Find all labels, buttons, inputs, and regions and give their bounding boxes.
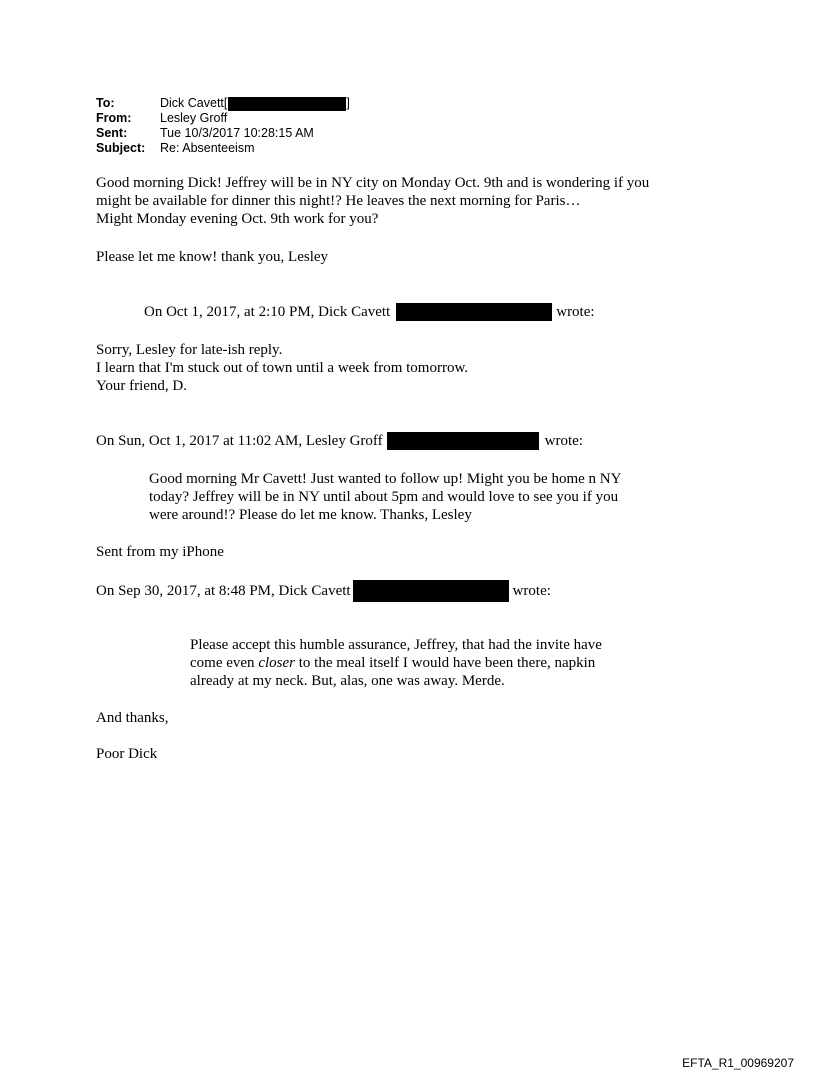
sent-row <box>96 126 350 141</box>
quote-header-1: On Oct 1, 2017, at 2:10 PM, Dick Cavett wrote: <box>144 304 595 320</box>
paragraph-sent-from-iphone: Sent from my iPhone <box>96 544 224 560</box>
redaction-box <box>396 303 552 321</box>
quote-header-3: On Sep 30, 2017, at 8:48 PM, Dick Cavett wrote: <box>96 580 551 602</box>
sent-label: Sent: <box>96 126 128 140</box>
from-label: From: <box>96 111 132 125</box>
emphasis-closer: closer <box>258 655 295 671</box>
redaction-box <box>228 97 346 111</box>
redaction-box <box>387 432 539 450</box>
quote-header-2: On Sun, Oct 1, 2017 at 11:02 AM, Lesley Groff wrote: <box>96 433 583 449</box>
paragraph-please-reply: Please let me know! thank you, Lesley <box>96 249 329 265</box>
paragraph-late-reply: Sorry, Lesley for late-ish reply. I learn that I'm stuck out of town until a week from tomorrow. Your friend, D. <box>96 342 469 394</box>
paragraph-humble-assurance: Please accept this humble assurance, Jeffrey, that had the invite have come even closer to the meal itself I would have been there, napkin already at my neck. But, alas, one was away. Merde. <box>190 637 602 689</box>
to-value: Dick Cavett[ ] <box>160 96 350 110</box>
to-label: To: <box>96 96 115 110</box>
paragraph-dinner-invite: Good morning Dick! Jeffrey will be in NY city on Monday Oct. 9th and is wondering if you might be available for dinner this night!? He leaves the next morning for Paris… Might Monday evening Oct. 9th work for you? <box>96 175 650 227</box>
to-row <box>96 96 350 111</box>
sent-value: Tue 10/3/2017 10:28:15 AM <box>160 126 314 140</box>
redaction-box <box>353 580 509 602</box>
paragraph-follow-up: Good morning Mr Cavett! Just wanted to follow up! Might you be home n NY today? Jeffrey will be in NY until about 5pm and would love to see you if you were around!? Please do let me know. Thanks, Lesley <box>149 471 622 523</box>
subject-value: Re: Absenteeism <box>160 141 255 155</box>
subject-row <box>96 141 350 156</box>
email-header <box>96 96 350 156</box>
from-value: Lesley Groff <box>160 111 228 125</box>
from-row <box>96 111 350 126</box>
paragraph-signature: Poor Dick <box>96 746 158 762</box>
subject-label: Subject: <box>96 141 146 155</box>
document-id: EFTA_R1_00969207 <box>682 1056 794 1070</box>
paragraph-and-thanks: And thanks, <box>96 710 169 726</box>
